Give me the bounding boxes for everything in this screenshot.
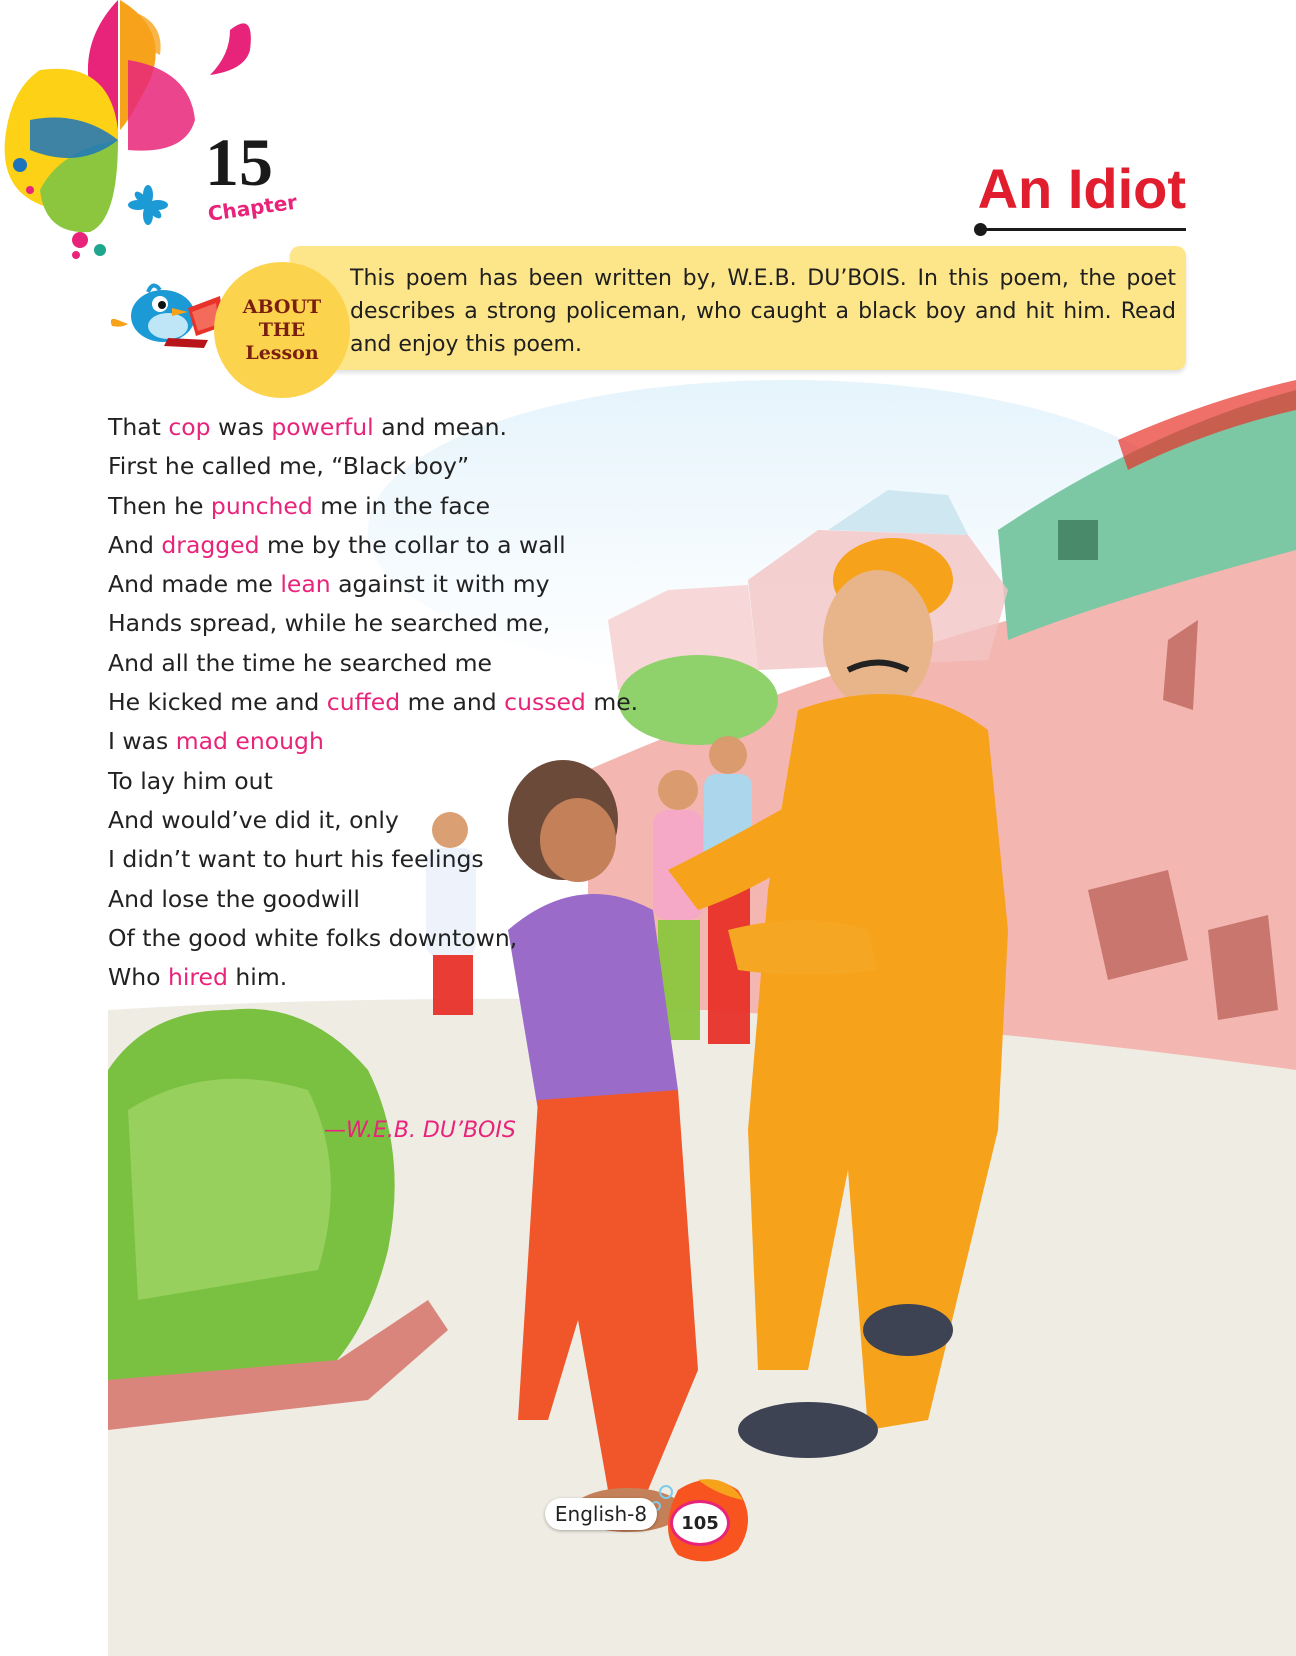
highlighted-word: cop [168,413,211,441]
poem-line [108,683,638,722]
poem-line [108,762,638,801]
poem-text-segment: To lay him out [108,766,273,795]
highlighted-word: lean [280,570,331,599]
poem-text-segment: me in the face [312,491,491,520]
poem-text-segment: And [108,530,162,559]
poem-text-segment: That [108,413,169,441]
page-title: An Idiot [977,157,1186,220]
poem-line [108,487,638,526]
highlighted-word: mad enough [175,727,324,756]
poem-text-segment: And would’ve did it, only [108,805,399,834]
poem-line [108,801,638,840]
book-label: English-8 [545,1498,657,1530]
highlighted-word: punched [210,491,313,520]
poem-text-segment: me. [585,688,639,717]
poem-text-segment: And made me [108,570,281,599]
poem-text-segment: was [210,413,272,441]
poem-text-segment: and mean. [373,413,507,441]
poem-text-segment: He kicked me and [108,688,327,717]
poem-text-segment: him. [227,963,288,992]
bird-with-laptop-icon [108,278,228,358]
poem-text-segment: against it with my [330,570,550,599]
poem-text-segment: Hands spread, while he searched me, [108,609,551,638]
poem-text [108,408,638,997]
poem-line [108,526,638,565]
badge-line-lesson: Lesson [245,341,319,364]
chapter-number: 15 [205,124,273,200]
badge-line-about: ABOUT [242,295,322,318]
poem-text-segment: I didn’t want to hurt his feelings [108,845,484,874]
poem-line [108,447,638,486]
poem-text-segment: Of the good white folks downtown, [108,923,518,952]
poem-line [108,840,638,879]
poem-line [108,880,638,919]
poem-line [108,408,638,447]
highlighted-word: hired [167,963,228,992]
poem-line [108,644,638,683]
poem-text-segment: I was [108,727,176,756]
chapter-label: Chapter [206,189,299,226]
highlighted-word: cussed [504,688,586,717]
poem-text-segment: And all the time he searched me [108,648,492,677]
poem-line [108,565,638,604]
poem-text-segment: And lose the goodwill [108,884,360,913]
poem-text-segment: me by the collar to a wall [259,530,566,559]
poem-text-segment: First he called me, “Black boy” [108,452,470,481]
poem-line [108,919,638,958]
poem-line [108,604,638,643]
poem-text-segment: Who [108,963,168,992]
page-number: 105 [670,1500,730,1546]
poem-text-segment: me and [400,688,505,717]
poem-line [108,958,638,997]
highlighted-word: powerful [271,413,374,441]
highlighted-word: dragged [161,530,260,559]
title-underline [982,228,1186,231]
title-underline-dot [974,223,987,236]
badge-line-the: THE [258,318,306,341]
about-lesson-text: This poem has been written by, W.E.B. DU’BOIS. In this poem, the poet describes a strong policeman, who caught a black boy and hit him. Read and enjoy this poem. [350,266,1176,357]
poem-text-segment: Then he [108,491,211,520]
poem-line [108,722,638,761]
highlighted-word: cuffed [326,688,401,717]
poem-author: —W.E.B. DU’BOIS [324,1118,516,1143]
